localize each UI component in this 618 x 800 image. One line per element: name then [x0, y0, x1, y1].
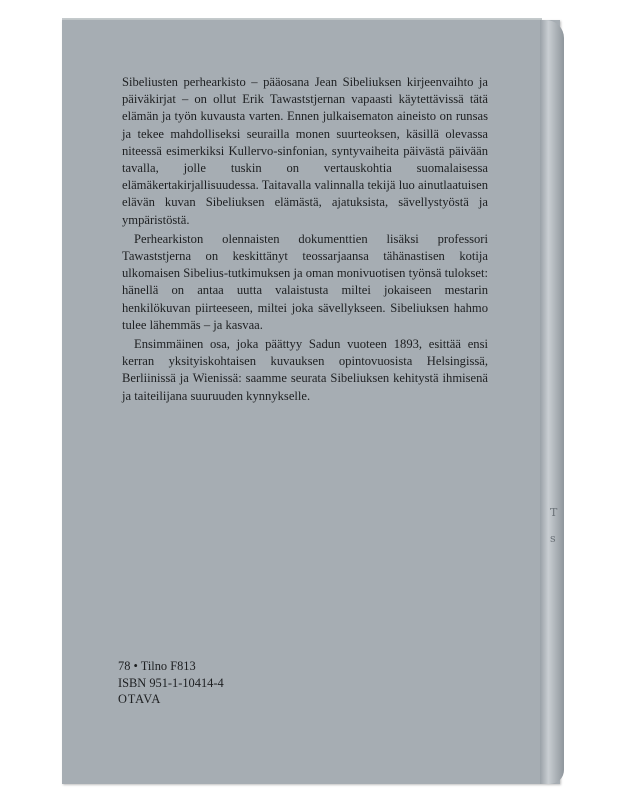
isbn: ISBN 951-1-10414-4 [118, 675, 224, 690]
blurb-text [122, 74, 488, 405]
blurb-paragraph-3: Ensimmäinen osa, joka päättyy Sadun vuoteen 1893, esittää ensi kerran yksityiskohtaisen kuvauksen opintovuosista Helsingissä, Berliinissä ja Wienissä: saamme seurata Sibeliuksen kehitystä ihmisenä ja taiteilijana suuruuden kynnykselle. [122, 337, 488, 403]
publisher-name: OTAVA [118, 692, 162, 706]
spine-letter-top: T [550, 506, 558, 519]
blurb-paragraph-2: Perhearkiston olennaisten dokumenttien lisäksi professori Tawaststjerna on keskittänyt teossarjaansa tähänastisen kotija ulkomaisen Sibelius-tutkimuksen ja oman monivuotisen työnsä tulokset: hänellä on antaa uutta valaistusta miltei jokaiseen mestarin henkilökuvan piirteeseen, miltei joka sävellykseen. Sibeliuksen hahmo tulee lähemmäs – ja kasvaa. [122, 231, 488, 332]
spine-letter-bottom: s [550, 532, 556, 545]
book-spine [540, 20, 564, 784]
catalog-number: 78 • Tilno F813 [118, 659, 196, 673]
blurb-paragraph-1: Sibeliusten perhearkisto – pääosana Jean Sibeliuksen kirjeenvaihto ja päiväkirjat – on ollut Erik Tawaststjernan vapaasti käytettävissä tätä elämän ja työn kuvausta varten. Ennen julkaisematon aineisto on runsas ja tekee mahdolliseksi seurailla monen suurteoksen, käsillä olevassa niteessä esimerkiksi Kullervo-sinfonian, syntyvaiheita päivästä päivään tavalla, jolle tuskin on vertauskohtia suomalaisessa elämäkertakirjallisuudessa. Taitavalla valinnalla tekijä luo ainutlaatuisen elävän kuvan Sibeliuksen elämästä, ajatuksista, sävellystyöstä ja ympäristöstä. [122, 75, 488, 227]
colophon [118, 658, 224, 708]
